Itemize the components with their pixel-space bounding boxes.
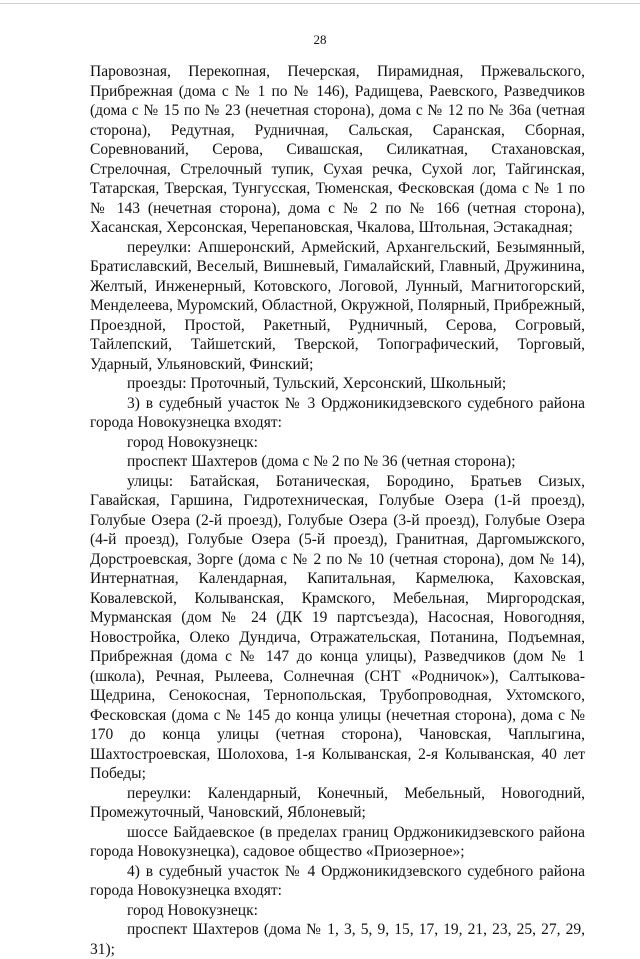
paragraph-section-4-heading: 4) в судебный участок № 4 Орджоникидзевского судебного района города Новокузнецка входят: <box>90 862 585 899</box>
page-top-edge-line <box>0 3 640 4</box>
paragraph-streets-section-3: улицы: Батайская, Ботаническая, Бородино, Братьев Сизых, Гавайская, Гаршина, Гидротехническая, Голубые Озера (1-й проезд), Голубые Озера (2-й проезд), Голубые Озера (3-й проезд), Голубые Озера (4-й проезд), Голубые Озера (5-й проезд), Гранитная, Даргомыжского, Дорстроевская, Зорге (дома с № 2 по № 10 (четная сторона), дом № 14), Интернатная, Календарная, Капитальная, Кармелюка, Каховская, Ковалевской, Колыванская, Крамского, Мебельная, Миргородская, Мурманская (дом № 24 (ДК 19 партсъезда), Насосная, Новогодняя, Новостройка, Олеко Дундича, Отражательская, Потанина, Подъемная, Прибрежная (дома с № 147 до конца улицы), Разведчиков (дом № 1 (школа), Речная, Рылеева, Солнечная (СНТ «Родничок»), Салтыкова-Щедрина, Сенокосная, Тернопольская, Трубопроводная, Ухтомского, Фесковская (дома с № 145 до конца улицы (нечетная сторона), дома с № 170 до конца улицы (четная сторона), Чановская, Чаплыгина, Шахтостроевская, Шолохова, 1-я Колыванская, 2-я Колыванская, 40 лет Победы; <box>90 472 585 782</box>
paragraph-city-label: город Новокузнецк: <box>127 433 258 451</box>
paragraph-city-label-2: город Новокузнецк: <box>127 901 258 919</box>
paragraph-section-3-heading: 3) в судебный участок № 3 Орджоникидзевского судебного района города Новокузнецка входят: <box>90 394 585 431</box>
paragraph-prospect-shakhterov-2: проспект Шахтеров (дома № 1, 3, 5, 9, 15, 17, 19, 21, 23, 25, 27, 29, 31); <box>90 921 585 958</box>
paragraph-highway-section-3: шоссе Байдаевское (в пределах границ Орджоникидзевского района города Новокузнецка), садовое общество «Приозерное»; <box>90 823 585 860</box>
paragraph-streets-continued: Паровозная, Перекопная, Печерская, Пирамидная, Пржевальского, Прибрежная (дома с № 1 по № 146), Радищева, Раевского, Разведчиков (дома с № 15 по № 23 (нечетная сторона), дома с № 12 по № 36а (четная сторона), Редутная, Рудничная, Сальская, Саранская, Сборная, Соревнований, Серова, Сивашская, Силикатная, Стахановская, Стрелочная, Стрелочный тупик, Сухая речка, Сухой лог, Тайгинская, Татарская, Тверская, Тунгусская, Тюменская, Фесковская (дома с № 1 по № 143 (нечетная сторона), дома с № 2 по № 166 (четная сторона), Хасанская, Херсонская, Черепановская, Чкалова, Штольная, Эстакадная; <box>90 63 585 236</box>
paragraph-prospect-shakhterov: проспект Шахтеров (дома с № 2 по № 36 (четная сторона); <box>127 453 516 470</box>
paragraph-passages: проезды: Проточный, Тульский, Херсонский, Школьный; <box>127 375 507 392</box>
page-number: 28 <box>313 32 327 47</box>
paragraph-lanes: переулки: Апшеронский, Армейский, Архангельский, Безымянный, Братиславский, Веселый, Вишневый, Гималайский, Главный, Дружинина, Желтый, Инженерный, Котовского, Логовой, Лунный, Магнитогорский, Менделеева, Муромский, Областной, Окружной, Полярный, Прибрежный, Проездной, Простой, Ракетный, Рудничный, Серова, Согровый, Тайлепский, Тайшетский, Тверской, Топографический, Торговый, Ударный, Ульяновский, Финский; <box>90 238 585 373</box>
document-body <box>90 62 585 959</box>
paragraph-lanes-section-3: переулки: Календарный, Конечный, Мебельный, Новогодний, Промежуточный, Чановский, Яблоневый; <box>90 784 585 821</box>
